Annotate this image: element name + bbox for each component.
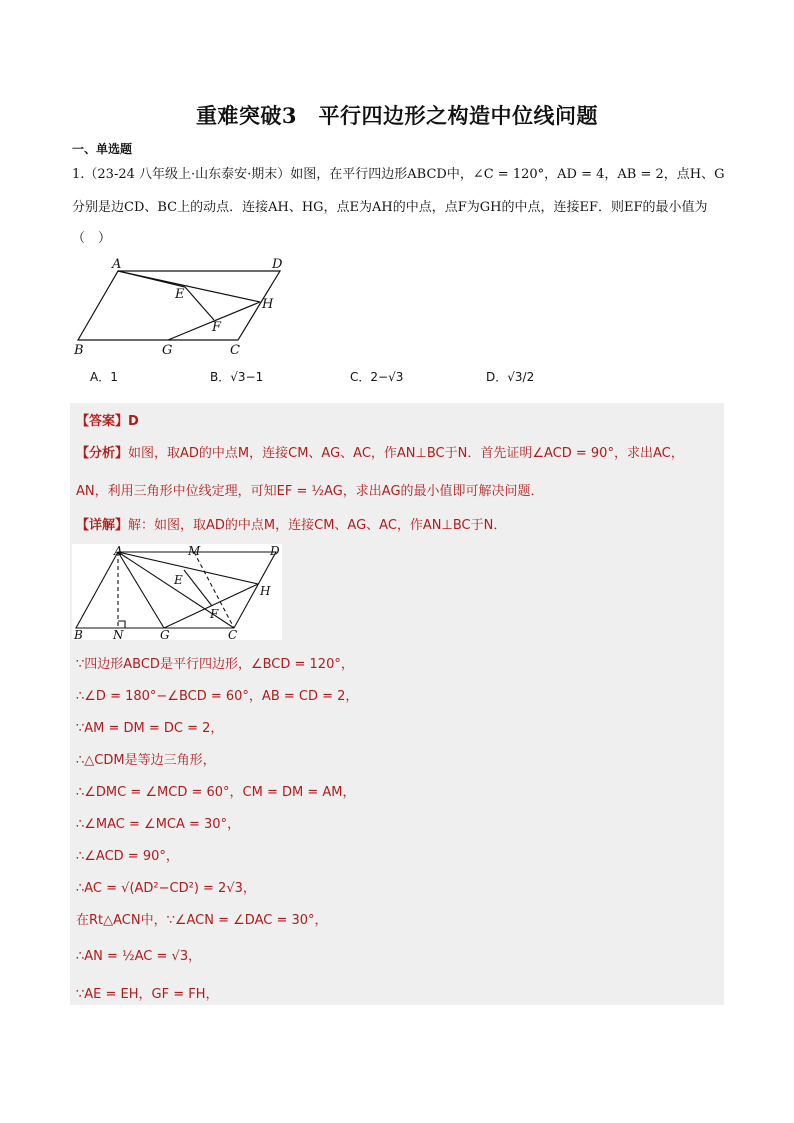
segment-EF [185,287,214,320]
parallelogram-outline [78,271,280,340]
option-b[interactable]: B．√3−1 [210,370,264,384]
step-11: ∵AE = EH，GF = FH， [76,987,219,1002]
answer-line [76,410,139,429]
detail-text-1: 解：如图，取AD的中点M，连接CM、AG、AC，作AN⊥BC于N． [128,518,507,533]
question-line-2: 分别是边CD、BC上的动点．连接AH、HG，点E为AH的中点，点F为GH的中点，连接EF．则EF的最小值为 [72,200,708,215]
label2-G: G [160,628,170,640]
label-B: B [74,343,84,358]
segment-AE-extra [118,271,185,287]
analysis-line-2: AN，利用三角形中位线定理，可知EF = ½AG，求出AG的最小值即可解决问题． [76,484,544,499]
label2-A: A [114,544,123,558]
analysis-text-1: 如图，取AD的中点M，连接CM、AG、AC，作AN⊥BC于N．首先证明∠ACD = 90°，求出AC， [128,446,684,461]
page-title: 重难突破3 平行四边形之构造中位线问题 [195,103,599,128]
label2-F: F [210,607,219,621]
segment-AG [118,552,164,628]
label-G: G [162,343,173,358]
label-D: D [272,257,283,272]
analysis-line-1 [76,442,684,461]
option-a[interactable]: A．1 [90,370,118,384]
answer-tag: 【答案】 [76,414,129,429]
parallelogram-figure [74,256,294,360]
answer-value: D [128,414,139,429]
analysis-tag: 【分析】 [76,446,129,461]
step-6: ∴∠MAC = ∠MCA = 30°， [76,817,241,832]
step-2: ∴∠D = 180°−∠BCD = 60°，AB = CD = 2， [76,689,359,704]
label-E: E [175,287,185,302]
section-heading: 一、单选题 [72,142,133,156]
step-3: ∵AM = DM = DC = 2， [76,721,224,736]
label-A: A [112,257,122,272]
detail-line-1 [76,514,506,533]
option-d[interactable]: D．√3/2 [486,370,535,384]
label-C: C [230,343,240,358]
option-c[interactable]: C．2−√3 [350,370,404,384]
detail-tag: 【详解】 [76,518,129,533]
step-4: ∴△CDM是等边三角形， [76,753,216,768]
right-angle-mark [118,621,125,628]
label2-H: H [260,584,271,598]
label2-M: M [188,544,201,558]
question-line-1: 1.（23-24 八年级上·山东泰安·期末）如图，在平行四边形ABCD中，∠C = 120°，AD = 4，AB = 2，点H、G [72,167,725,182]
step-1: ∵四边形ABCD是平行四边形，∠BCD = 120°， [76,657,354,672]
solution-figure [72,544,282,640]
step-9: 在Rt△ACN中，∵∠ACN = ∠DAC = 30°， [76,913,328,928]
question-line-3: （ ） [72,231,112,246]
step-8: ∴AC = √(AD²−CD²) = 2√3， [76,881,256,896]
label-F: F [212,320,222,335]
step-5: ∴∠DMC = ∠MCD = 60°，CM = DM = AM， [76,785,356,800]
label-H: H [262,297,274,312]
step-7: ∴∠ACD = 90°， [76,849,179,864]
label2-D: D [270,544,280,558]
label2-E: E [174,573,183,587]
step-10: ∴AN = ½AC = √3， [76,949,202,964]
segment-HG-2 [164,584,258,628]
label2-B: B [74,628,83,640]
label2-C: C [228,628,238,640]
segment-EF-2 [184,570,212,606]
label2-N: N [113,628,124,640]
